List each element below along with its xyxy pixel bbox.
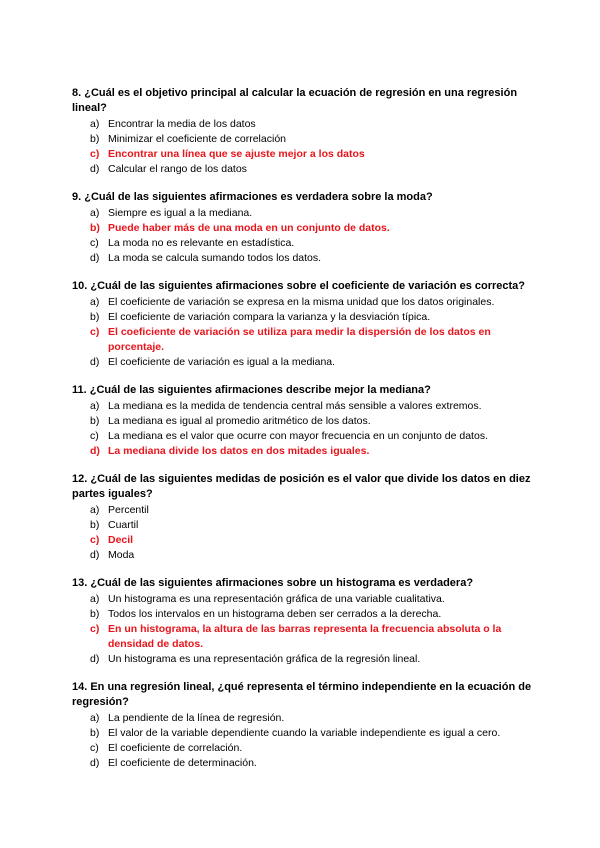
option-letter: c) — [90, 623, 100, 635]
option-text: La pendiente de la línea de regresión. — [108, 712, 285, 724]
option-text: Encontrar una línea que se ajuste mejor a los datos — [108, 148, 365, 160]
option-text: La moda se calcula sumando todos los datos. — [108, 252, 322, 264]
option-text: El coeficiente de correlación. — [108, 742, 243, 754]
option-list — [72, 295, 532, 370]
correct-answer-option — [72, 533, 532, 548]
correct-answer-option — [72, 325, 532, 355]
question-text: 12. ¿Cuál de las siguientes medidas de posición es el valor que divide los datos en diez partes iguales? — [72, 473, 531, 500]
option-letter: b) — [90, 519, 100, 531]
option-text: Cuartil — [108, 519, 139, 531]
option-text: La mediana es la medida de tendencia central más sensible a valores extremos. — [108, 400, 482, 412]
question-text: 13. ¿Cuál de las siguientes afirmaciones sobre un histograma es verdadera? — [72, 577, 474, 589]
question-block — [72, 190, 532, 266]
option-text: Encontrar la media de los datos — [108, 118, 256, 130]
question-text: 9. ¿Cuál de las siguientes afirmaciones es verdadera sobre la moda? — [72, 191, 433, 203]
option-text: Minimizar el coeficiente de correlación — [108, 133, 286, 145]
question-block — [72, 680, 532, 771]
question-text: 10. ¿Cuál de las siguientes afirmaciones sobre el coeficiente de variación es correcta? — [72, 280, 526, 292]
question-block — [72, 279, 532, 370]
option-text: Todos los intervalos en un histograma deben ser cerrados a la derecha. — [108, 608, 442, 620]
answer-option — [72, 355, 532, 370]
question-text: 14. En una regresión lineal, ¿qué representa el término independiente en la ecuación de regresión? — [72, 681, 532, 708]
option-text: El valor de la variable dependiente cuando la variable independiente es igual a cero. — [108, 727, 501, 739]
option-list — [72, 711, 532, 771]
option-letter: d) — [90, 757, 100, 769]
option-letter: a) — [90, 593, 100, 605]
question-list — [72, 86, 532, 784]
answer-option — [72, 592, 532, 607]
answer-option — [72, 251, 532, 266]
answer-option — [72, 414, 532, 429]
answer-option — [72, 310, 532, 325]
option-text: La mediana es el valor que ocurre con mayor frecuencia en un conjunto de datos. — [108, 430, 488, 442]
option-list — [72, 206, 532, 266]
option-list — [72, 592, 532, 667]
option-letter: b) — [90, 415, 100, 427]
answer-option — [72, 162, 532, 177]
correct-answer-option — [72, 147, 532, 162]
option-letter: d) — [90, 653, 100, 665]
correct-answer-option — [72, 622, 532, 652]
answer-option — [72, 548, 532, 563]
option-text: El coeficiente de variación se utiliza para medir la dispersión de los datos en porcentaje. — [108, 326, 491, 353]
option-letter: b) — [90, 608, 100, 620]
option-letter: c) — [90, 237, 99, 249]
answer-option — [72, 132, 532, 147]
question-block — [72, 86, 532, 177]
answer-option — [72, 429, 532, 444]
option-letter: a) — [90, 504, 100, 516]
correct-answer-option — [72, 221, 532, 236]
answer-option — [72, 503, 532, 518]
option-letter: c) — [90, 534, 100, 546]
answer-option — [72, 741, 532, 756]
option-text: El coeficiente de variación se expresa en la misma unidad que los datos originales. — [108, 296, 495, 308]
option-letter: b) — [90, 222, 100, 234]
option-letter: d) — [90, 445, 100, 457]
option-letter: b) — [90, 311, 100, 323]
question-block — [72, 472, 532, 563]
answer-option — [72, 399, 532, 414]
option-text: Un histograma es una representación gráfica de la regresión lineal. — [108, 653, 421, 665]
option-letter: a) — [90, 712, 100, 724]
option-list — [72, 117, 532, 177]
option-text: Percentil — [108, 504, 149, 516]
question-text: 8. ¿Cuál es el objetivo principal al calcular la ecuación de regresión en una regresión lineal? — [72, 87, 518, 114]
option-text: En un histograma, la altura de las barras representa la frecuencia absoluta o la densidad de datos. — [108, 623, 502, 650]
correct-answer-option — [72, 444, 532, 459]
option-letter: b) — [90, 727, 100, 739]
answer-option — [72, 117, 532, 132]
answer-option — [72, 236, 532, 251]
question-block — [72, 576, 532, 667]
option-text: La mediana es igual al promedio aritmético de los datos. — [108, 415, 371, 427]
option-letter: c) — [90, 148, 100, 160]
option-letter: c) — [90, 742, 99, 754]
option-letter: d) — [90, 252, 100, 264]
answer-option — [72, 206, 532, 221]
option-text: La moda no es relevante en estadística. — [108, 237, 295, 249]
question-text: 11. ¿Cuál de las siguientes afirmaciones describe mejor la mediana? — [72, 384, 431, 396]
option-text: El coeficiente de variación es igual a la mediana. — [108, 356, 336, 368]
option-letter: a) — [90, 400, 100, 412]
option-text: Moda — [108, 549, 135, 561]
option-text: El coeficiente de variación compara la varianza y la desviación típica. — [108, 311, 431, 323]
option-text: Siempre es igual a la mediana. — [108, 207, 253, 219]
option-text: Puede haber más de una moda en un conjunto de datos. — [108, 222, 390, 234]
option-letter: b) — [90, 133, 100, 145]
question-block — [72, 383, 532, 459]
option-letter: a) — [90, 118, 100, 130]
answer-option — [72, 652, 532, 667]
option-text: El coeficiente de determinación. — [108, 757, 257, 769]
option-list — [72, 399, 532, 459]
answer-option — [72, 295, 532, 310]
option-letter: c) — [90, 326, 100, 338]
answer-option — [72, 726, 532, 741]
answer-option — [72, 607, 532, 622]
option-letter: a) — [90, 207, 100, 219]
option-text: Un histograma es una representación gráfica de una variable cualitativa. — [108, 593, 445, 605]
option-letter: d) — [90, 356, 100, 368]
option-letter: d) — [90, 163, 100, 175]
option-text: Calcular el rango de los datos — [108, 163, 247, 175]
answer-option — [72, 711, 532, 726]
option-letter: a) — [90, 296, 100, 308]
option-list — [72, 503, 532, 563]
answer-option — [72, 756, 532, 771]
option-text: Decil — [108, 534, 134, 546]
option-letter: d) — [90, 549, 100, 561]
answer-option — [72, 518, 532, 533]
option-text: La mediana divide los datos en dos mitades iguales. — [108, 445, 370, 457]
option-letter: c) — [90, 430, 99, 442]
